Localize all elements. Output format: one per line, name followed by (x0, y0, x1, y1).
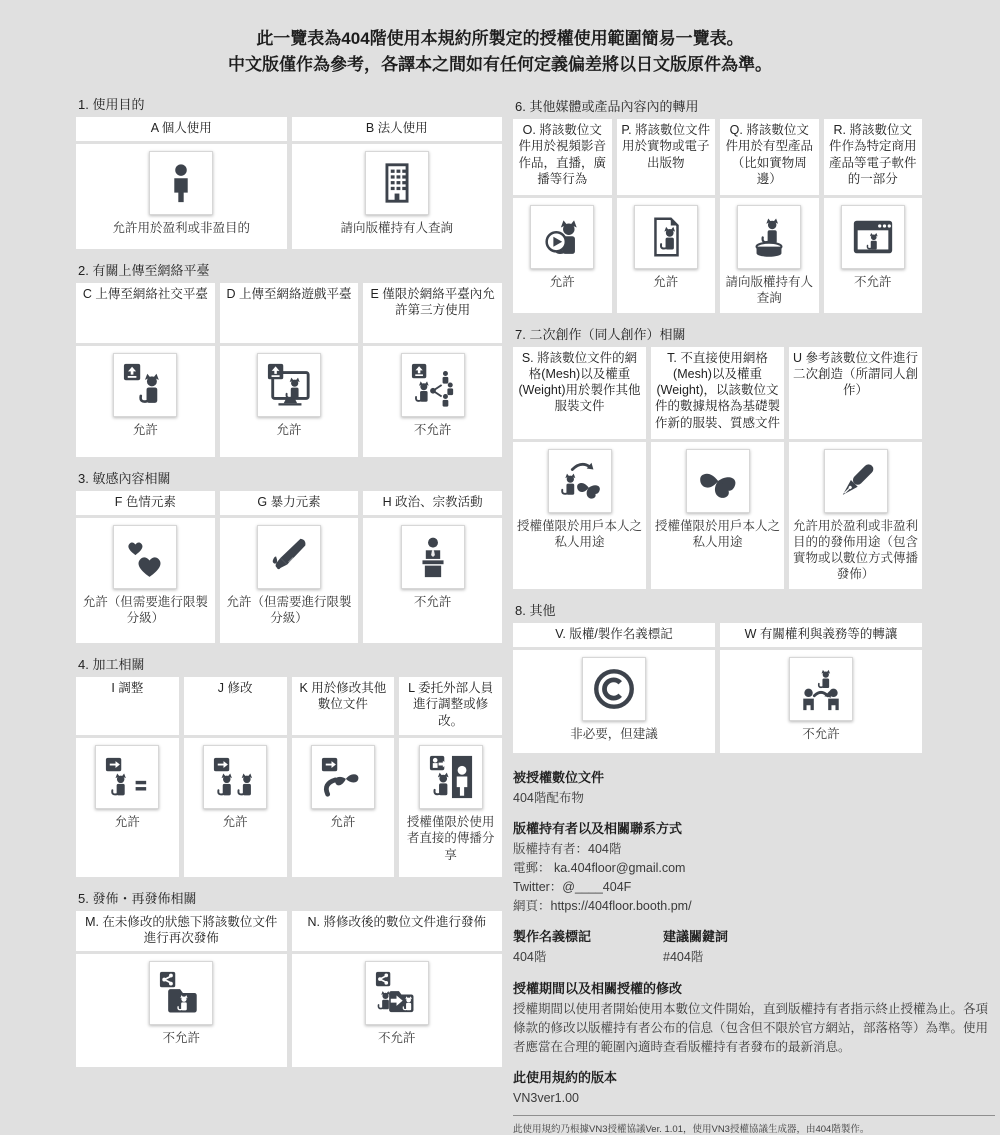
copyright-icon (591, 666, 637, 712)
card-verdict: 不允許 (414, 594, 452, 610)
page-title (0, 0, 1000, 79)
mesh-reuse-icon (557, 458, 603, 504)
footer-info (513, 767, 995, 1135)
version-value: VN3ver1.00 (513, 1089, 995, 1108)
license-card-q (720, 119, 819, 313)
twitter-line: Twitter：@____404F (513, 878, 995, 897)
section-heading: 8. 其他 (515, 600, 995, 619)
credit-value: 404階 (513, 948, 663, 967)
card-verdict: 不允許 (378, 1030, 416, 1046)
license-card-s (513, 347, 646, 589)
keyword-heading: 建議關鍵詞 (663, 926, 995, 945)
fan-art-pen-icon (833, 458, 879, 504)
license-card-m (76, 911, 287, 1067)
card-verdict: 允許 (550, 274, 575, 290)
knife-icon (266, 534, 312, 580)
section-other (513, 600, 995, 753)
license-card-u (789, 347, 922, 589)
licensed-file-heading: 被授權數位文件 (513, 767, 995, 786)
credit-heading: 製作名義標記 (513, 926, 663, 945)
card-title: L 委托外部人員進行調整或修改。 (399, 677, 502, 735)
card-title: N. 將修改後的數位文件進行發佈 (292, 911, 503, 951)
website-line: 網頁：https://404floor.booth.pm/ (513, 897, 995, 916)
modify-cats-icon (212, 754, 258, 800)
license-card-f (76, 491, 215, 643)
license-card-l (399, 677, 502, 877)
building-icon (374, 160, 420, 206)
card-verdict: 允許（但需要進行限製分級） (80, 594, 211, 627)
redistribute-folder-icon (158, 970, 204, 1016)
card-title: H 政治、宗教活動 (363, 491, 502, 515)
license-card-k (292, 677, 395, 877)
footer-divider (513, 1115, 995, 1116)
outsource-modify-icon (428, 754, 474, 800)
card-title: G 暴力元素 (220, 491, 359, 515)
card-verdict: 允許 (223, 814, 248, 830)
card-verdict: 允許（但需要進行限製分級） (224, 594, 355, 627)
license-card-d (220, 283, 359, 457)
license-card-a (76, 117, 287, 249)
section-redistribution (76, 888, 502, 1067)
holder-heading: 版權持有者以及相關聯系方式 (513, 818, 995, 837)
license-card-i (76, 677, 179, 877)
card-title: F 色情元素 (76, 491, 215, 515)
card-title: P. 將該數位文件用於實物或電子出版物 (617, 119, 716, 195)
card-title: J 修改 (184, 677, 287, 735)
card-verdict: 允許 (653, 274, 678, 290)
podium-speech-icon (410, 534, 456, 580)
holder-line: 版權持有者：404階 (513, 840, 995, 859)
card-title: U 參考該數位文件進行二次創造（所謂同人創作） (789, 347, 922, 439)
section-heading: 2. 有關上傳至網絡平臺 (78, 260, 502, 279)
card-verdict: 允許 (133, 422, 158, 438)
card-title: Q. 將該數位文件用於有型產品（比如實物周邊） (720, 119, 819, 195)
license-card-o (513, 119, 612, 313)
section-usage-purpose (76, 94, 502, 249)
footnote: 此使用規約乃根據VN3授權協議Ver. 1.01，使用VN3授權協議生成器，由404階製作。 (513, 1121, 995, 1135)
section-heading: 7. 二次創作（同人創作）相關 (515, 324, 995, 343)
section-upload-platforms (76, 260, 502, 457)
card-verdict: 授權僅限於用戶本人之私人用途 (655, 518, 780, 551)
license-card-r (824, 119, 923, 313)
card-verdict: 允許用於盈利或非盈目的 (112, 220, 250, 236)
card-title: T. 不直接使用網格(Mesh)以及權重(Weight)，以該數位文件的數據規格為基礎製作新的服裝、質感文件 (651, 347, 784, 439)
card-verdict: 請向版權持有人查詢 (724, 274, 815, 307)
card-title: E 僅限於網絡平臺內允許第三方使用 (363, 283, 502, 343)
section-heading: 6. 其他媒體或產品內容內的轉用 (515, 96, 995, 115)
adjust-equal-icon (104, 754, 150, 800)
license-card-n (292, 911, 503, 1067)
license-card-b (292, 117, 503, 249)
license-card-v (513, 623, 715, 753)
license-card-c (76, 283, 215, 457)
license-card-t (651, 347, 784, 589)
card-title: K 用於修改其他數位文件 (292, 677, 395, 735)
license-card-p (617, 119, 716, 313)
period-heading: 授權期間以及相關授權的修改 (513, 978, 995, 997)
section-heading: 1. 使用目的 (78, 94, 502, 113)
licensed-file-value: 404階配布物 (513, 789, 995, 808)
card-title: R. 將該數位文件作為特定商用產品等電子軟件的一部分 (824, 119, 923, 195)
license-card-e (363, 283, 502, 457)
card-title: W 有關權利與義務等的轉讓 (720, 623, 922, 647)
section-heading: 4. 加工相關 (78, 654, 502, 673)
section-sensitive-content (76, 468, 502, 643)
new-cloth-icon (695, 458, 741, 504)
card-title: S. 將該數位文件的網格(Mesh)以及權重(Weight)用於製作其他服裝文件 (513, 347, 646, 439)
card-verdict: 允許用於盈利或非盈利目的的發佈用途（包含實物或以數位方式傳播發佈） (793, 518, 918, 583)
document-cat-icon (643, 214, 689, 260)
redistribute-modified-icon (374, 970, 420, 1016)
card-title: I 調整 (76, 677, 179, 735)
section-heading: 3. 敏感內容相關 (78, 468, 502, 487)
license-card-g (220, 491, 359, 643)
video-play-cat-icon (539, 214, 585, 260)
card-title: C 上傳至網絡社交平臺 (76, 283, 215, 343)
card-verdict: 授權僅限於用戶本人之私人用途 (517, 518, 642, 551)
share-third-party-icon (410, 362, 456, 408)
card-verdict: 允許 (115, 814, 140, 830)
card-title: A 個人使用 (76, 117, 287, 141)
rights-transfer-icon (798, 666, 844, 712)
card-verdict: 不允許 (414, 422, 452, 438)
page-title-line2: 中文版僅作為參考，各譯本之間如有任何定義偏差將以日文版原件為準。 (0, 52, 1000, 78)
card-verdict: 非必要，但建議 (570, 726, 658, 742)
card-verdict: 不允許 (162, 1030, 200, 1046)
physical-goods-cat-icon (746, 214, 792, 260)
card-title: O. 將該數位文件用於視頻影音作品，直播，廣播等行為 (513, 119, 612, 195)
card-verdict: 允許 (330, 814, 355, 830)
version-heading: 此使用規約的版本 (513, 1067, 995, 1086)
section-heading: 5. 發佈・再發佈相關 (78, 888, 502, 907)
section-media-reuse (513, 96, 995, 313)
license-card-h (363, 491, 502, 643)
upload-cat-icon (122, 362, 168, 408)
software-window-cat-icon (850, 214, 896, 260)
section-processing (76, 654, 502, 877)
keyword-value: #404階 (663, 948, 995, 967)
period-body: 授權期間以使用者開始使用本數位文件開始，直到版權持有者指示終止授權為止。各項條款的修改以版權持有者公布的信息（包含但不限於官方網站，部落格等）為準。使用者應當在合理的範圍內適時查看版權持有者發布的最新消息。 (513, 1000, 995, 1056)
card-verdict: 允許 (276, 422, 301, 438)
card-title: B 法人使用 (292, 117, 503, 141)
card-verdict: 不允許 (802, 726, 840, 742)
card-title: M. 在未修改的狀態下將該數位文件進行再次發佈 (76, 911, 287, 951)
license-card-j (184, 677, 287, 877)
modify-other-file-icon (320, 754, 366, 800)
left-column (76, 94, 502, 1078)
card-verdict: 請向版權持有人查詢 (340, 220, 453, 236)
hearts-icon (122, 534, 168, 580)
page-title-line1: 此一覽表為404階使用本規約所製定的授權使用範圍簡易一覽表。 (0, 26, 1000, 52)
card-title: D 上傳至網絡遊戲平臺 (220, 283, 359, 343)
card-verdict: 授權僅限於使用者直接的傳播分享 (403, 814, 498, 863)
person-icon (158, 160, 204, 206)
upload-monitor-cat-icon (266, 362, 312, 408)
right-column (513, 96, 995, 1135)
email-line: 電郵： ka.404floor@gmail.com (513, 859, 995, 878)
card-verdict: 不允許 (854, 274, 892, 290)
section-derivative-works (513, 324, 995, 589)
license-card-w (720, 623, 922, 753)
card-title: V. 版權/製作名義標記 (513, 623, 715, 647)
